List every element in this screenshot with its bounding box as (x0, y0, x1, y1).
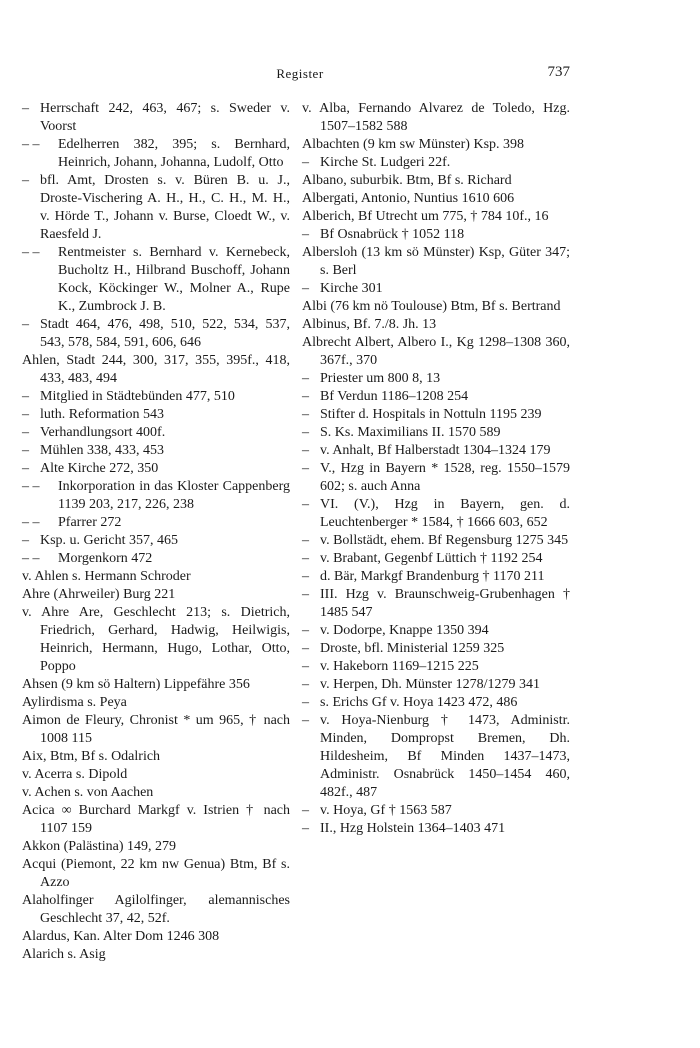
entry-text: v. Achen s. von Aachen (22, 785, 154, 800)
register-entry (22, 532, 290, 550)
entry-dash: – – (22, 515, 40, 530)
entry-dash: – – (22, 479, 40, 494)
entry-text: s. Erichs Gf v. Hoya 1423 472, 486 (320, 695, 518, 710)
register-entry (302, 370, 570, 388)
entry-text: Bf Verdun 1186–1208 254 (320, 389, 469, 404)
entry-text: Rentmeister s. Bernhard v. Kernebeck, Bucholtz H., Hilbrand Buschoff, Johann Kock, Köckinger W., Molner A., Rupe K., Zumbrock J. B. (58, 245, 290, 314)
register-entry (22, 784, 290, 802)
register-entry (302, 694, 570, 712)
register-entry (302, 712, 570, 802)
register-entry (302, 586, 570, 622)
entry-text: Morgenkorn 472 (58, 551, 153, 566)
register-entry (302, 172, 570, 190)
entry-dash: – (302, 533, 309, 548)
register-entry (302, 388, 570, 406)
entry-dash: – (302, 713, 309, 728)
entry-text: Verhandlungsort 400f. (40, 425, 166, 440)
register-entry (22, 838, 290, 856)
register-entry (22, 748, 290, 766)
entry-text: Priester um 800 8, 13 (320, 371, 441, 386)
register-entry (22, 676, 290, 694)
entry-text: Alte Kirche 272, 350 (40, 461, 159, 476)
entry-dash: – (302, 155, 309, 170)
entry-text: v. Bollstädt, ehem. Bf Regensburg 1275 345 (320, 533, 569, 548)
entry-text: Alardus, Kan. Alter Dom 1246 308 (22, 929, 220, 944)
entry-text: v. Hoya, Gf † 1563 587 (320, 803, 452, 818)
register-entry (302, 658, 570, 676)
entry-text: Albano, suburbik. Btm, Bf s. Richard (302, 173, 512, 188)
entry-dash: – – (22, 137, 40, 152)
entry-text: Akkon (Palästina) 149, 279 (22, 839, 176, 854)
register-entry (302, 676, 570, 694)
entry-dash: – (302, 425, 309, 440)
entry-dash: – (302, 821, 309, 836)
register-entry (22, 550, 290, 568)
register-entry (302, 802, 570, 820)
entry-text: Aylirdisma s. Peya (22, 695, 127, 710)
register-entry (22, 136, 290, 172)
register-entry (22, 694, 290, 712)
register-entry (302, 406, 570, 424)
entry-text: bfl. Amt, Drosten s. v. Büren B. u. J., Droste-Vischering A. H., H., C. H., M. H., v. Hörde T., Johann v. Burse, Cloedt W., v. Raesfeld J. (40, 173, 290, 242)
register-entry (22, 460, 290, 478)
register-entry (302, 568, 570, 586)
entry-dash: – (302, 677, 309, 692)
register-entry (302, 316, 570, 334)
entry-dash: – (22, 461, 29, 476)
entry-text: Bf Osnabrück † 1052 118 (320, 227, 465, 242)
register-entry (22, 388, 290, 406)
page-header (30, 64, 570, 84)
page-number: 737 (547, 64, 570, 80)
entry-dash: – (302, 281, 309, 296)
entry-dash: – (302, 371, 309, 386)
entry-text: V., Hzg in Bayern * 1528, reg. 1550–1579 602; s. auch Anna (320, 461, 570, 494)
register-entry (302, 532, 570, 550)
entry-dash: – (302, 407, 309, 422)
entry-dash: – (22, 443, 29, 458)
register-entry (302, 298, 570, 316)
entry-text: Ahlen, Stadt 244, 300, 317, 355, 395f., 418, 433, 483, 494 (22, 353, 290, 386)
register-entry (302, 640, 570, 658)
entry-dash: – (302, 695, 309, 710)
entry-text: Kirche 301 (320, 281, 383, 296)
entry-text: VI. (V.), Hzg in Bayern, gen. d. Leuchtenberger * 1584, † 1666 603, 652 (320, 497, 570, 530)
register-entry (302, 154, 570, 172)
entry-text: v. Herpen, Dh. Münster 1278/1279 341 (320, 677, 540, 692)
register-column-left (22, 100, 290, 964)
entry-dash: – (22, 101, 29, 116)
entry-text: Aix, Btm, Bf s. Odalrich (22, 749, 161, 764)
register-entry (22, 316, 290, 352)
register-entry (22, 406, 290, 424)
register-entry (22, 946, 290, 964)
register-entry (22, 712, 290, 748)
entry-text: Acica ∞ Burchard Markgf v. Istrien † nach 1107 159 (22, 803, 290, 836)
entry-text: v. Anhalt, Bf Halberstadt 1304–1324 179 (320, 443, 551, 458)
entry-text: Pfarrer 272 (58, 515, 122, 530)
entry-text: Aimon de Fleury, Chronist * um 965, † nach 1008 115 (22, 713, 290, 746)
register-entry (302, 226, 570, 244)
register-entry (302, 334, 570, 370)
entry-text: Kirche St. Ludgeri 22f. (320, 155, 451, 170)
entry-text: Albersloh (13 km sö Münster) Ksp, Güter 347; s. Berl (302, 245, 570, 278)
entry-text: Albachten (9 km sw Münster) Ksp. 398 (302, 137, 525, 152)
register-entry (22, 514, 290, 532)
register-entry (22, 442, 290, 460)
entry-text: Albergati, Antonio, Nuntius 1610 606 (302, 191, 515, 206)
entry-text: Alaholfinger Agilolfinger, alemannisches Geschlecht 37, 42, 52f. (22, 893, 290, 926)
entry-dash: – (302, 227, 309, 242)
entry-dash: – (302, 641, 309, 656)
register-entry (302, 424, 570, 442)
entry-text: Acqui (Piemont, 22 km nw Genua) Btm, Bf s. Azzo (22, 857, 290, 890)
entry-dash: – (302, 497, 309, 512)
entry-dash: – (302, 659, 309, 674)
entry-text: III. Hzg v. Braunschweig-Grubenhagen † 1485 547 (320, 587, 570, 620)
register-entry (302, 460, 570, 496)
entry-dash: – (302, 803, 309, 818)
register-entry (22, 478, 290, 514)
entry-text: d. Bär, Markgf Brandenburg † 1170 211 (320, 569, 545, 584)
entry-text: Alberich, Bf Utrecht um 775, † 784 10f., 16 (302, 209, 549, 224)
register-entry (22, 928, 290, 946)
register-entry (302, 190, 570, 208)
entry-text: Mitglied in Städtebünden 477, 510 (40, 389, 235, 404)
entry-dash: – (302, 623, 309, 638)
entry-text: v. Hakeborn 1169–1215 225 (320, 659, 479, 674)
register-entry (302, 136, 570, 154)
entry-text: Herrschaft 242, 463, 467; s. Sweder v. Voorst (40, 101, 290, 134)
register-entry (22, 172, 290, 244)
entry-dash: – – (22, 245, 40, 260)
entry-text: Edelherren 382, 395; s. Bernhard, Heinrich, Johann, Johanna, Ludolf, Otto (58, 137, 290, 170)
register-entry (302, 442, 570, 460)
running-head: Register (276, 66, 324, 81)
register-entry (22, 100, 290, 136)
register-entry (22, 766, 290, 784)
entry-dash: – (22, 407, 29, 422)
register-entry (302, 622, 570, 640)
register-entry (22, 244, 290, 316)
register-entry (22, 352, 290, 388)
entry-dash: – (302, 461, 309, 476)
entry-text: Albrecht Albert, Albero I., Kg 1298–1308 360, 367f., 370 (302, 335, 570, 368)
entry-dash: – (22, 425, 29, 440)
register-entry (22, 586, 290, 604)
register-entry (302, 496, 570, 532)
entry-text: Droste, bfl. Ministerial 1259 325 (320, 641, 505, 656)
entry-dash: – (302, 551, 309, 566)
register-entry (302, 550, 570, 568)
entry-text: S. Ks. Maximilians II. 1570 589 (320, 425, 501, 440)
entry-text: v. Ahlen s. Hermann Schroder (22, 569, 191, 584)
entry-dash: – (302, 587, 309, 602)
entry-dash: – (302, 569, 309, 584)
entry-text: Stifter d. Hospitals in Nottuln 1195 239 (320, 407, 542, 422)
entry-text: Alarich s. Asig (22, 947, 106, 962)
register-entry (22, 856, 290, 892)
register-entry (22, 568, 290, 586)
entry-dash: – (302, 443, 309, 458)
entry-text: v. Alba, Fernando Alvarez de Toledo, Hzg. 1507–1582 588 (302, 101, 570, 134)
entry-text: II., Hzg Holstein 1364–1403 471 (320, 821, 506, 836)
entry-text: v. Acerra s. Dipold (22, 767, 128, 782)
entry-text: Albinus, Bf. 7./8. Jh. 13 (302, 317, 437, 332)
entry-text: v. Dodorpe, Knappe 1350 394 (320, 623, 489, 638)
entry-text: Inkorporation in das Kloster Cappenberg 1139 203, 217, 226, 238 (58, 479, 290, 512)
register-entry (302, 100, 570, 136)
register-entry (302, 244, 570, 280)
register-entry (22, 892, 290, 928)
register-entry (22, 802, 290, 838)
entry-text: v. Hoya-Nienburg † 1473, Administr. Minden, Dompropst Bremen, Dh. Hildesheim, Bf Minden 1437–1473, Administr. Osnabrück 1450–1454 460, 482f., 487 (320, 713, 570, 800)
register-entry (302, 820, 570, 838)
entry-text: v. Brabant, Gegenbf Lüttich † 1192 254 (320, 551, 543, 566)
register-entry (302, 280, 570, 298)
entry-text: Ahre (Ahrweiler) Burg 221 (22, 587, 176, 602)
entry-text: Albi (76 km nö Toulouse) Btm, Bf s. Bertrand (302, 299, 561, 314)
register-entry (22, 424, 290, 442)
entry-dash: – (22, 317, 29, 332)
entry-text: Mühlen 338, 433, 453 (40, 443, 165, 458)
entry-dash: – (22, 173, 29, 188)
entry-text: Ahsen (9 km sö Haltern) Lippefähre 356 (22, 677, 250, 692)
entry-text: Stadt 464, 476, 498, 510, 522, 534, 537, 543, 578, 584, 591, 606, 646 (40, 317, 290, 350)
entry-text: luth. Reformation 543 (40, 407, 165, 422)
register-entry (302, 208, 570, 226)
register-column-right (302, 100, 570, 838)
entry-dash: – (22, 389, 29, 404)
entry-dash: – (22, 533, 29, 548)
entry-text: Ksp. u. Gericht 357, 465 (40, 533, 179, 548)
entry-dash: – (302, 389, 309, 404)
entry-dash: – – (22, 551, 40, 566)
register-entry (22, 604, 290, 676)
entry-text: v. Ahre Are, Geschlecht 213; s. Dietrich, Friedrich, Gerhard, Hadwig, Heilwigis, Heinrich, Hermann, Hugo, Lothar, Otto, Poppo (22, 605, 290, 674)
